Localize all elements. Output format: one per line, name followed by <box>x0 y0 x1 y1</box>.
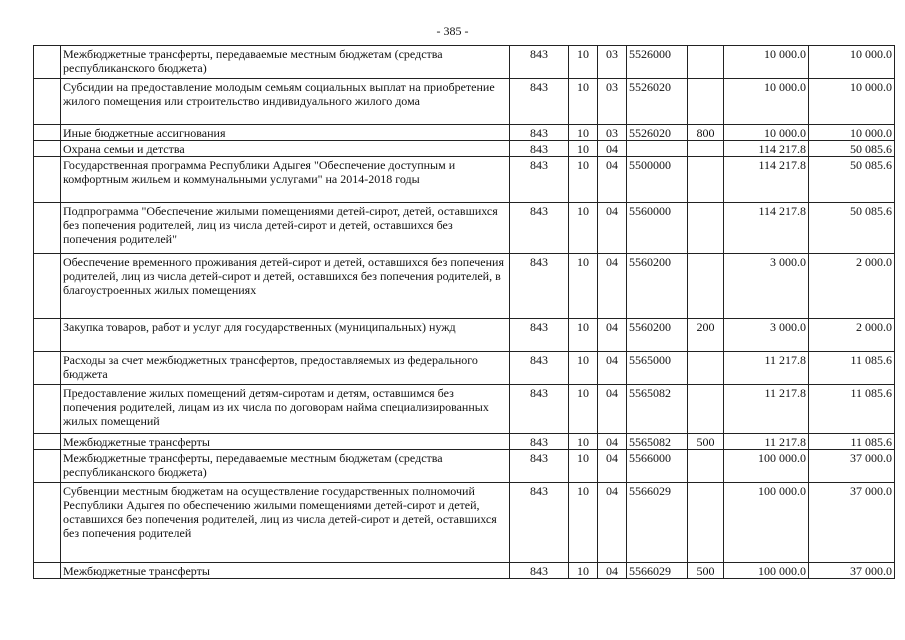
row-description: Обеспечение временного проживания детей-сирот и детей, оставшихся без попечения родителей, лиц из числа детей-сирот и детей, оставшихся без попечения родителей, в благоустроенных жилых помещениях <box>61 254 510 319</box>
row-section-code: 10 <box>569 254 598 319</box>
row-description: Расходы за счет межбюджетных трансфертов, предоставляемых из федерального бюджета <box>61 352 510 385</box>
row-amount-1: 11 217.8 <box>724 434 809 450</box>
row-amount-1: 100 000.0 <box>724 483 809 563</box>
row-subsection-code: 04 <box>598 203 627 254</box>
row-expense-type <box>688 483 724 563</box>
row-marker-cell <box>34 352 61 385</box>
row-section-code: 10 <box>569 319 598 352</box>
table-row <box>34 141 895 157</box>
row-marker-cell <box>34 46 61 79</box>
row-amount-2: 37 000.0 <box>809 563 895 579</box>
row-target-article: 5526020 <box>627 125 688 141</box>
row-section-code: 10 <box>569 79 598 125</box>
budget-table-body <box>34 46 895 579</box>
row-target-article: 5566000 <box>627 450 688 483</box>
row-section-code: 10 <box>569 125 598 141</box>
row-ministry-code: 843 <box>510 254 569 319</box>
row-target-article: 5565000 <box>627 352 688 385</box>
row-expense-type <box>688 385 724 434</box>
row-section-code: 10 <box>569 563 598 579</box>
table-row <box>34 46 895 79</box>
row-target-article: 5526000 <box>627 46 688 79</box>
row-ministry-code: 843 <box>510 352 569 385</box>
row-amount-1: 100 000.0 <box>724 563 809 579</box>
row-description: Межбюджетные трансферты <box>61 563 510 579</box>
row-subsection-code: 04 <box>598 563 627 579</box>
table-row <box>34 385 895 434</box>
row-expense-type <box>688 79 724 125</box>
row-description: Субсидии на предоставление молодым семьям социальных выплат на приобретение жилого помещения или строительство индивидуального жилого дома <box>61 79 510 125</box>
row-subsection-code: 04 <box>598 450 627 483</box>
page-number: - 385 - <box>436 24 469 38</box>
row-target-article: 5565082 <box>627 434 688 450</box>
row-section-code: 10 <box>569 46 598 79</box>
row-amount-1: 11 217.8 <box>724 385 809 434</box>
row-ministry-code: 843 <box>510 483 569 563</box>
row-ministry-code: 843 <box>510 203 569 254</box>
row-target-article: 5565082 <box>627 385 688 434</box>
row-description: Субвенции местным бюджетам на осуществление государственных полномочий Республики Адыгея по обеспечению жилыми помещениями детей-сирот и детей, оставшихся без попечения родителей, лиц из числа детей-сирот и детей, оставшихся без попечения родителей <box>61 483 510 563</box>
row-subsection-code: 04 <box>598 157 627 203</box>
row-expense-type <box>688 450 724 483</box>
table-row <box>34 254 895 319</box>
row-description: Иные бюджетные ассигнования <box>61 125 510 141</box>
row-description: Межбюджетные трансферты, передаваемые местным бюджетам (средства республиканского бюджета) <box>61 46 510 79</box>
row-section-code: 10 <box>569 483 598 563</box>
row-subsection-code: 03 <box>598 79 627 125</box>
row-subsection-code: 04 <box>598 254 627 319</box>
row-ministry-code: 843 <box>510 434 569 450</box>
row-marker-cell <box>34 157 61 203</box>
budget-table <box>33 45 895 579</box>
row-target-article <box>627 141 688 157</box>
row-ministry-code: 843 <box>510 385 569 434</box>
row-marker-cell <box>34 79 61 125</box>
row-amount-2: 11 085.6 <box>809 385 895 434</box>
row-target-article: 5560200 <box>627 319 688 352</box>
row-amount-1: 10 000.0 <box>724 46 809 79</box>
row-description: Закупка товаров, работ и услуг для государственных (муниципальных) нужд <box>61 319 510 352</box>
row-description: Предоставление жилых помещений детям-сиротам и детям, оставшимся без попечения родителей, лицам из их числа по договорам найма специализированных жилых помещений <box>61 385 510 434</box>
row-description: Государственная программа Республики Адыгея "Обеспечение доступным и комфортным жильем и коммунальными услугами" на 2014-2018 годы <box>61 157 510 203</box>
row-description: Межбюджетные трансферты, передаваемые местным бюджетам (средства республиканского бюджета) <box>61 450 510 483</box>
table-row <box>34 483 895 563</box>
row-marker-cell <box>34 563 61 579</box>
table-row <box>34 450 895 483</box>
row-marker-cell <box>34 385 61 434</box>
row-marker-cell <box>34 203 61 254</box>
row-section-code: 10 <box>569 141 598 157</box>
row-amount-1: 10 000.0 <box>724 79 809 125</box>
row-ministry-code: 843 <box>510 46 569 79</box>
row-target-article: 5526020 <box>627 79 688 125</box>
table-row <box>34 434 895 450</box>
row-section-code: 10 <box>569 157 598 203</box>
row-marker-cell <box>34 319 61 352</box>
row-amount-2: 37 000.0 <box>809 483 895 563</box>
row-amount-2: 37 000.0 <box>809 450 895 483</box>
row-amount-2: 2 000.0 <box>809 254 895 319</box>
row-target-article: 5560000 <box>627 203 688 254</box>
row-subsection-code: 04 <box>598 385 627 434</box>
row-subsection-code: 03 <box>598 46 627 79</box>
row-marker-cell <box>34 141 61 157</box>
row-amount-2: 11 085.6 <box>809 434 895 450</box>
row-target-article: 5566029 <box>627 483 688 563</box>
row-target-article: 5566029 <box>627 563 688 579</box>
table-row <box>34 125 895 141</box>
row-subsection-code: 04 <box>598 352 627 385</box>
row-subsection-code: 04 <box>598 319 627 352</box>
row-amount-1: 11 217.8 <box>724 352 809 385</box>
row-subsection-code: 04 <box>598 141 627 157</box>
row-expense-type <box>688 254 724 319</box>
row-amount-1: 100 000.0 <box>724 450 809 483</box>
row-expense-type: 500 <box>688 434 724 450</box>
row-expense-type <box>688 157 724 203</box>
row-subsection-code: 04 <box>598 483 627 563</box>
row-target-article: 5560200 <box>627 254 688 319</box>
row-description: Подпрограмма "Обеспечение жилыми помещениями детей-сирот, детей, оставшихся без попечения родителей, лиц из числа детей-сирот и детей, оставшихся без попечения родителей" <box>61 203 510 254</box>
row-expense-type <box>688 141 724 157</box>
row-subsection-code: 03 <box>598 125 627 141</box>
row-amount-2: 2 000.0 <box>809 319 895 352</box>
row-expense-type <box>688 203 724 254</box>
row-amount-1: 3 000.0 <box>724 319 809 352</box>
table-row <box>34 203 895 254</box>
row-section-code: 10 <box>569 385 598 434</box>
row-expense-type: 200 <box>688 319 724 352</box>
table-row <box>34 319 895 352</box>
table-row <box>34 352 895 385</box>
row-expense-type: 800 <box>688 125 724 141</box>
table-row <box>34 157 895 203</box>
table-row <box>34 79 895 125</box>
row-section-code: 10 <box>569 450 598 483</box>
row-amount-1: 10 000.0 <box>724 125 809 141</box>
row-amount-1: 114 217.8 <box>724 203 809 254</box>
row-amount-2: 10 000.0 <box>809 125 895 141</box>
row-marker-cell <box>34 125 61 141</box>
row-description: Межбюджетные трансферты <box>61 434 510 450</box>
row-section-code: 10 <box>569 203 598 254</box>
row-amount-2: 50 085.6 <box>809 141 895 157</box>
row-section-code: 10 <box>569 434 598 450</box>
row-amount-2: 11 085.6 <box>809 352 895 385</box>
row-ministry-code: 843 <box>510 450 569 483</box>
row-ministry-code: 843 <box>510 141 569 157</box>
row-amount-1: 114 217.8 <box>724 141 809 157</box>
row-marker-cell <box>34 254 61 319</box>
row-expense-type <box>688 352 724 385</box>
row-ministry-code: 843 <box>510 157 569 203</box>
row-ministry-code: 843 <box>510 125 569 141</box>
row-amount-2: 10 000.0 <box>809 79 895 125</box>
table-row <box>34 563 895 579</box>
row-ministry-code: 843 <box>510 563 569 579</box>
row-amount-1: 3 000.0 <box>724 254 809 319</box>
row-target-article: 5500000 <box>627 157 688 203</box>
row-expense-type <box>688 46 724 79</box>
row-amount-1: 114 217.8 <box>724 157 809 203</box>
row-subsection-code: 04 <box>598 434 627 450</box>
row-marker-cell <box>34 434 61 450</box>
row-amount-2: 50 085.6 <box>809 157 895 203</box>
row-marker-cell <box>34 450 61 483</box>
row-ministry-code: 843 <box>510 319 569 352</box>
row-marker-cell <box>34 483 61 563</box>
row-expense-type: 500 <box>688 563 724 579</box>
row-description: Охрана семьи и детства <box>61 141 510 157</box>
row-amount-2: 10 000.0 <box>809 46 895 79</box>
row-ministry-code: 843 <box>510 79 569 125</box>
row-section-code: 10 <box>569 352 598 385</box>
row-amount-2: 50 085.6 <box>809 203 895 254</box>
